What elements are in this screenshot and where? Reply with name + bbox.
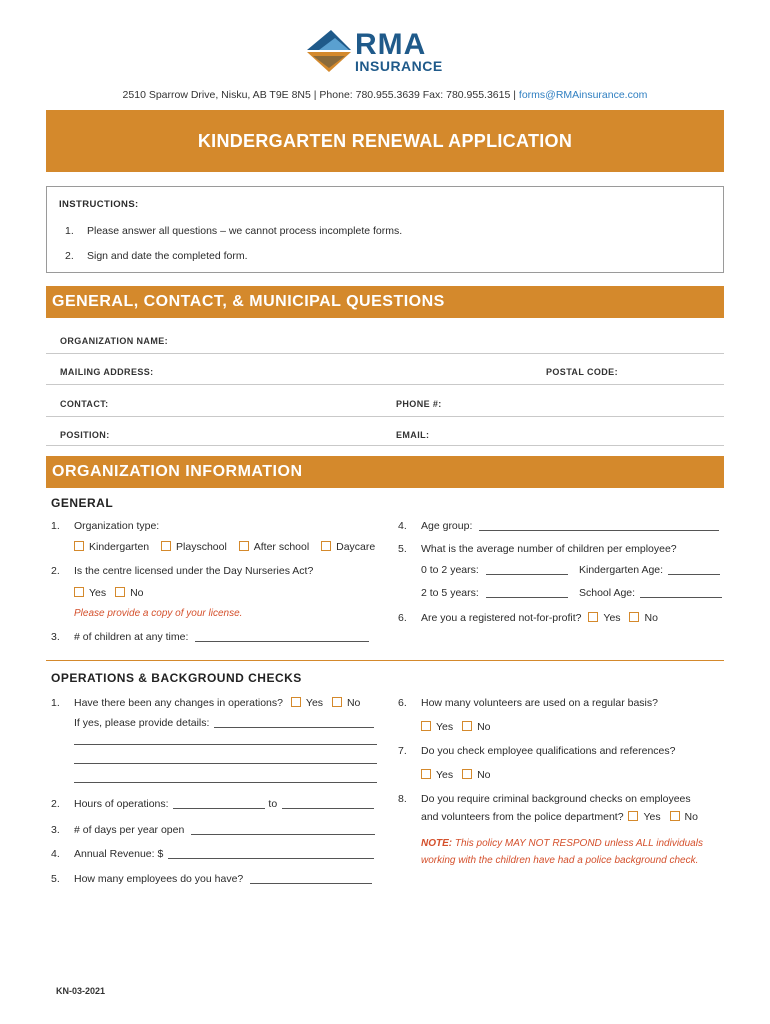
q-text: Age group: bbox=[421, 520, 473, 532]
q-text: Annual Revenue: $ bbox=[74, 848, 164, 860]
q-num: 6. bbox=[398, 612, 407, 624]
ratio-school-age bbox=[579, 587, 722, 599]
revenue-input[interactable] bbox=[168, 849, 374, 859]
employees-input[interactable] bbox=[250, 874, 372, 884]
background-checks-line2 bbox=[421, 811, 698, 823]
option-label: Kindergarten bbox=[89, 541, 150, 553]
q-num: 6. bbox=[398, 697, 407, 709]
divider bbox=[46, 353, 724, 354]
volunteers-no-checkbox[interactable] bbox=[462, 721, 472, 731]
hours-to-input[interactable] bbox=[282, 799, 374, 809]
changes-details bbox=[74, 717, 374, 729]
instructions-title: INSTRUCTIONS: bbox=[59, 199, 139, 210]
yes-label: Yes bbox=[643, 811, 661, 823]
email-label: EMAIL: bbox=[396, 430, 430, 440]
postal-code-label: POSTAL CODE: bbox=[546, 367, 618, 377]
no-label: No bbox=[644, 612, 658, 624]
address-line bbox=[0, 89, 770, 101]
details-line[interactable] bbox=[74, 773, 377, 783]
age-group-input[interactable] bbox=[479, 521, 719, 531]
option-label: Daycare bbox=[336, 541, 376, 553]
ratio-label: 2 to 5 years: bbox=[421, 587, 479, 599]
playschool-checkbox[interactable] bbox=[161, 541, 171, 551]
qualifications-yes-checkbox[interactable] bbox=[421, 769, 431, 779]
q-text: How many volunteers are used on a regular basis? bbox=[421, 697, 658, 709]
q-text: Are you a registered not-for-profit? bbox=[421, 612, 582, 624]
org-name-label: ORGANIZATION NAME: bbox=[60, 336, 169, 346]
background-no-checkbox[interactable] bbox=[670, 811, 680, 821]
q-num: 5. bbox=[51, 873, 60, 885]
q-text: What is the average number of children per employee? bbox=[421, 543, 677, 555]
ratio-label: School Age: bbox=[579, 587, 636, 599]
q-changes bbox=[51, 697, 360, 709]
to-label: to bbox=[268, 798, 278, 810]
yes-label: Yes bbox=[305, 697, 324, 709]
q-num: 1. bbox=[51, 697, 60, 709]
q-ratio bbox=[398, 543, 677, 555]
background-yes-checkbox[interactable] bbox=[628, 811, 638, 821]
q-days bbox=[51, 824, 375, 836]
instructions-box bbox=[46, 186, 724, 273]
q-num: 3. bbox=[51, 631, 60, 643]
section-divider bbox=[46, 660, 724, 661]
ratio-0-2 bbox=[421, 564, 568, 576]
email-link[interactable]: forms@RMAinsurance.com bbox=[518, 89, 648, 101]
ratio-kindergarten bbox=[579, 564, 720, 576]
no-label: No bbox=[477, 769, 491, 781]
address-text: 2510 Sparrow Drive, Nisku, AB T9E 8N5 | Phone: 780.955.3639 Fax: 780.955.3615 | bbox=[122, 89, 519, 101]
q-num: 1. bbox=[51, 520, 60, 532]
option-label: After school bbox=[253, 541, 310, 553]
q-text: Do you require criminal background checks on employees bbox=[421, 793, 691, 805]
ratio-label: 0 to 2 years: bbox=[421, 564, 479, 576]
ratio-school-age-input[interactable] bbox=[640, 588, 722, 598]
licensed-options bbox=[74, 587, 144, 599]
details-line[interactable] bbox=[74, 735, 377, 745]
no-label: No bbox=[684, 811, 698, 823]
changes-no-checkbox[interactable] bbox=[332, 697, 342, 707]
q-text: Do you check employee qualifications and references? bbox=[421, 745, 676, 757]
instruction-num: 2. bbox=[65, 250, 74, 262]
q-text: Organization type: bbox=[74, 520, 160, 532]
yes-label: Yes bbox=[603, 612, 621, 624]
details-input[interactable] bbox=[214, 718, 374, 728]
q-age-group bbox=[398, 520, 719, 532]
q-num: 2. bbox=[51, 798, 60, 810]
ratio-2-5-input[interactable] bbox=[486, 588, 568, 598]
police-note bbox=[421, 838, 703, 849]
q-text: Have there been any changes in operations? bbox=[74, 697, 283, 709]
general-section-header: GENERAL, CONTACT, & MUNICIPAL QUESTIONS bbox=[46, 286, 724, 318]
no-label: No bbox=[346, 697, 361, 709]
mailing-address-label: MAILING ADDRESS: bbox=[60, 367, 154, 377]
yes-label: Yes bbox=[436, 769, 454, 781]
q-text: # of children at any time: bbox=[74, 631, 189, 643]
q-background-checks bbox=[398, 793, 691, 805]
operations-subhead: OPERATIONS & BACKGROUND CHECKS bbox=[51, 671, 302, 685]
form-code: KN-03-2021 bbox=[56, 986, 106, 996]
q-num: 7. bbox=[398, 745, 407, 757]
kindergarten-checkbox[interactable] bbox=[74, 541, 84, 551]
logo-sub-text: INSURANCE bbox=[355, 58, 443, 74]
phone-label: PHONE #: bbox=[396, 399, 442, 409]
after-school-checkbox[interactable] bbox=[239, 541, 249, 551]
qualifications-options bbox=[421, 769, 491, 781]
position-label: POSITION: bbox=[60, 430, 110, 440]
q-num: 8. bbox=[398, 793, 407, 805]
q-qualifications bbox=[398, 745, 675, 757]
yes-label: Yes bbox=[436, 721, 454, 733]
q-children bbox=[51, 631, 369, 643]
instruction-item bbox=[65, 250, 248, 262]
note-label: NOTE: bbox=[421, 838, 453, 849]
q-hours bbox=[51, 798, 374, 810]
licensed-yes-checkbox[interactable] bbox=[74, 587, 84, 597]
yes-label: Yes bbox=[89, 587, 107, 599]
page-title: KINDERGARTEN RENEWAL APPLICATION bbox=[46, 110, 724, 172]
ratio-2-5 bbox=[421, 587, 568, 599]
nonprofit-yes-checkbox[interactable] bbox=[588, 612, 598, 622]
ratio-0-2-input[interactable] bbox=[486, 565, 568, 575]
q-num: 4. bbox=[51, 848, 60, 860]
q-text: Is the centre licensed under the Day Nurseries Act? bbox=[74, 565, 314, 577]
instruction-text: Sign and date the completed form. bbox=[87, 250, 248, 262]
qualifications-no-checkbox[interactable] bbox=[462, 769, 472, 779]
licensed-no-checkbox[interactable] bbox=[115, 587, 125, 597]
org-section-header: ORGANIZATION INFORMATION bbox=[46, 456, 724, 488]
q-num: 4. bbox=[398, 520, 407, 532]
divider bbox=[46, 416, 724, 417]
children-input[interactable] bbox=[195, 632, 369, 642]
q-num: 3. bbox=[51, 824, 60, 836]
q-text: Hours of operations: bbox=[74, 798, 169, 810]
instruction-num: 1. bbox=[65, 225, 74, 237]
q-num: 2. bbox=[51, 565, 60, 577]
q-nonprofit bbox=[398, 612, 658, 624]
org-type-options bbox=[74, 541, 375, 553]
q-employees bbox=[51, 873, 372, 885]
general-subhead: GENERAL bbox=[51, 496, 114, 510]
no-label: No bbox=[477, 721, 491, 733]
days-input[interactable] bbox=[191, 825, 375, 835]
q-text: How many employees do you have? bbox=[74, 873, 244, 885]
ratio-kindergarten-input[interactable] bbox=[668, 565, 720, 575]
rma-logo bbox=[305, 28, 443, 76]
details-label: If yes, please provide details: bbox=[74, 717, 210, 729]
details-line[interactable] bbox=[74, 754, 377, 764]
q-text: # of days per year open bbox=[74, 824, 185, 836]
q-licensed bbox=[51, 565, 313, 577]
divider bbox=[46, 384, 724, 385]
divider bbox=[46, 445, 724, 446]
instruction-text: Please answer all questions – we cannot process incomplete forms. bbox=[87, 225, 403, 237]
instruction-item bbox=[65, 225, 402, 237]
contact-label: CONTACT: bbox=[60, 399, 109, 409]
note-text: This policy MAY NOT RESPOND unless ALL individuals bbox=[452, 838, 703, 849]
hours-from-input[interactable] bbox=[173, 799, 265, 809]
q-org-type bbox=[51, 520, 159, 532]
volunteers-options bbox=[421, 721, 491, 733]
changes-yes-checkbox[interactable] bbox=[291, 697, 301, 707]
ratio-label: Kindergarten Age: bbox=[579, 564, 664, 576]
daycare-checkbox[interactable] bbox=[321, 541, 331, 551]
q-volunteers bbox=[398, 697, 658, 709]
q-text: and volunteers from the police department? bbox=[421, 811, 624, 823]
no-label: No bbox=[130, 587, 144, 599]
police-note-line2: working with the children have had a police background check. bbox=[421, 855, 699, 866]
volunteers-yes-checkbox[interactable] bbox=[421, 721, 431, 731]
nonprofit-no-checkbox[interactable] bbox=[629, 612, 639, 622]
option-label: Playschool bbox=[176, 541, 227, 553]
logo-mark-icon bbox=[305, 28, 353, 74]
q-revenue bbox=[51, 848, 374, 860]
q-num: 5. bbox=[398, 543, 407, 555]
logo-main-text: RMA bbox=[355, 28, 427, 61]
license-note: Please provide a copy of your license. bbox=[74, 608, 243, 619]
